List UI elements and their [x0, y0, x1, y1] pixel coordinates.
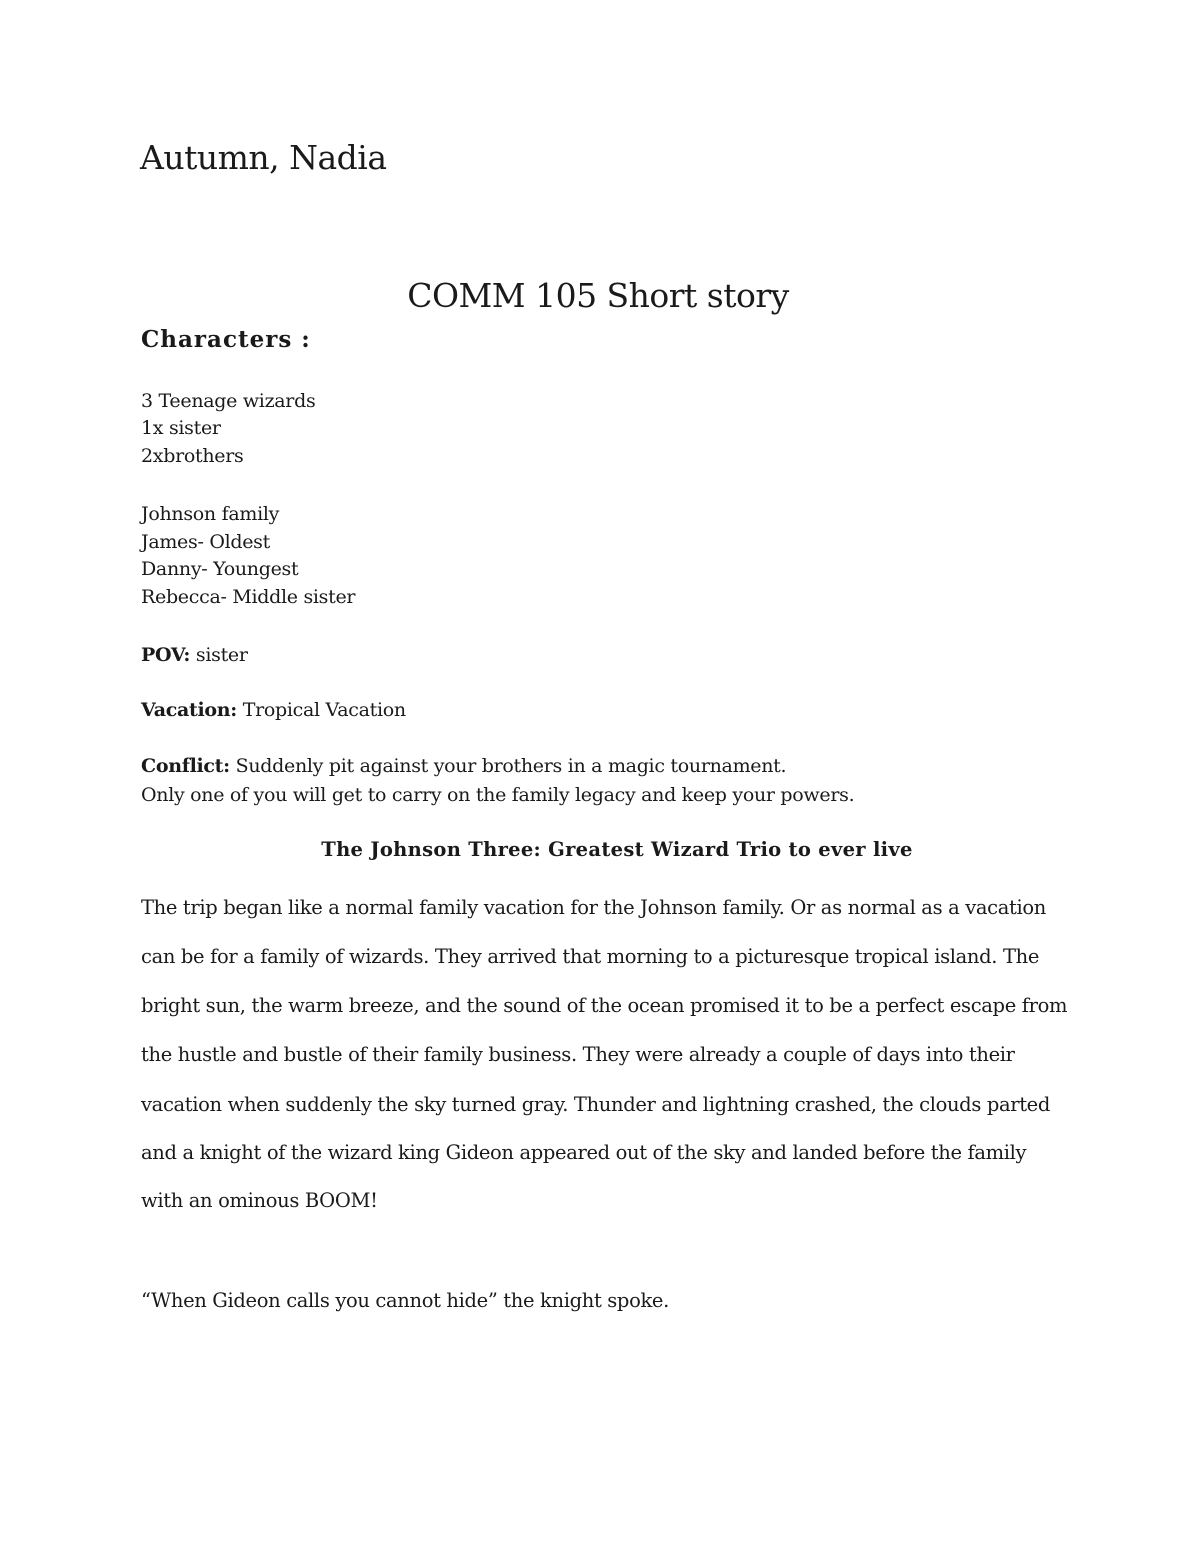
conflict-label: Conflict: — [141, 755, 230, 777]
character-line: 2xbrothers — [141, 445, 244, 467]
vacation-label: Vacation: — [141, 699, 237, 721]
family-line: Johnson family — [141, 503, 280, 525]
vacation-value: Tropical Vacation — [242, 699, 406, 721]
paragraph-line: with an ominous BOOM! — [141, 1189, 378, 1212]
conflict-continuation: Only one of you will get to carry on the family legacy and keep your powers. — [141, 784, 855, 806]
author-name: Autumn, Nadia — [140, 138, 387, 177]
pov-label: POV: — [141, 644, 191, 666]
character-line: 3 Teenage wizards — [141, 390, 316, 412]
characters-heading: Characters : — [141, 326, 311, 353]
family-line: Rebecca- Middle sister — [141, 586, 356, 608]
family-line: James- Oldest — [141, 531, 270, 553]
paragraph-line: vacation when suddenly the sky turned gray. Thunder and lightning crashed, the clouds parted — [141, 1093, 1051, 1116]
quote-line: “When Gideon calls you cannot hide” the knight spoke. — [141, 1289, 669, 1312]
pov-value: sister — [195, 644, 248, 666]
family-line: Danny- Youngest — [141, 558, 299, 580]
character-line: 1x sister — [141, 417, 221, 439]
paragraph-line: bright sun, the warm breeze, and the sound of the ocean promised it to be a perfect escape from — [141, 994, 1068, 1017]
paragraph-line: the hustle and bustle of their family business. They were already a couple of days into their — [141, 1043, 1015, 1066]
pov-line — [141, 642, 248, 668]
conflict-line — [141, 753, 786, 779]
document-title: COMM 105 Short story — [407, 276, 789, 315]
vacation-line — [141, 697, 406, 723]
paragraph-line: and a knight of the wizard king Gideon appeared out of the sky and landed before the family — [141, 1141, 1027, 1164]
paragraph-line: The trip began like a normal family vacation for the Johnson family. Or as normal as a vacation — [141, 896, 1046, 919]
paragraph-line: can be for a family of wizards. They arrived that morning to a picturesque tropical island. The — [141, 945, 1040, 968]
story-title: The Johnson Three: Greatest Wizard Trio to ever live — [321, 838, 913, 861]
conflict-value: Suddenly pit against your brothers in a magic tournament. — [235, 755, 787, 777]
